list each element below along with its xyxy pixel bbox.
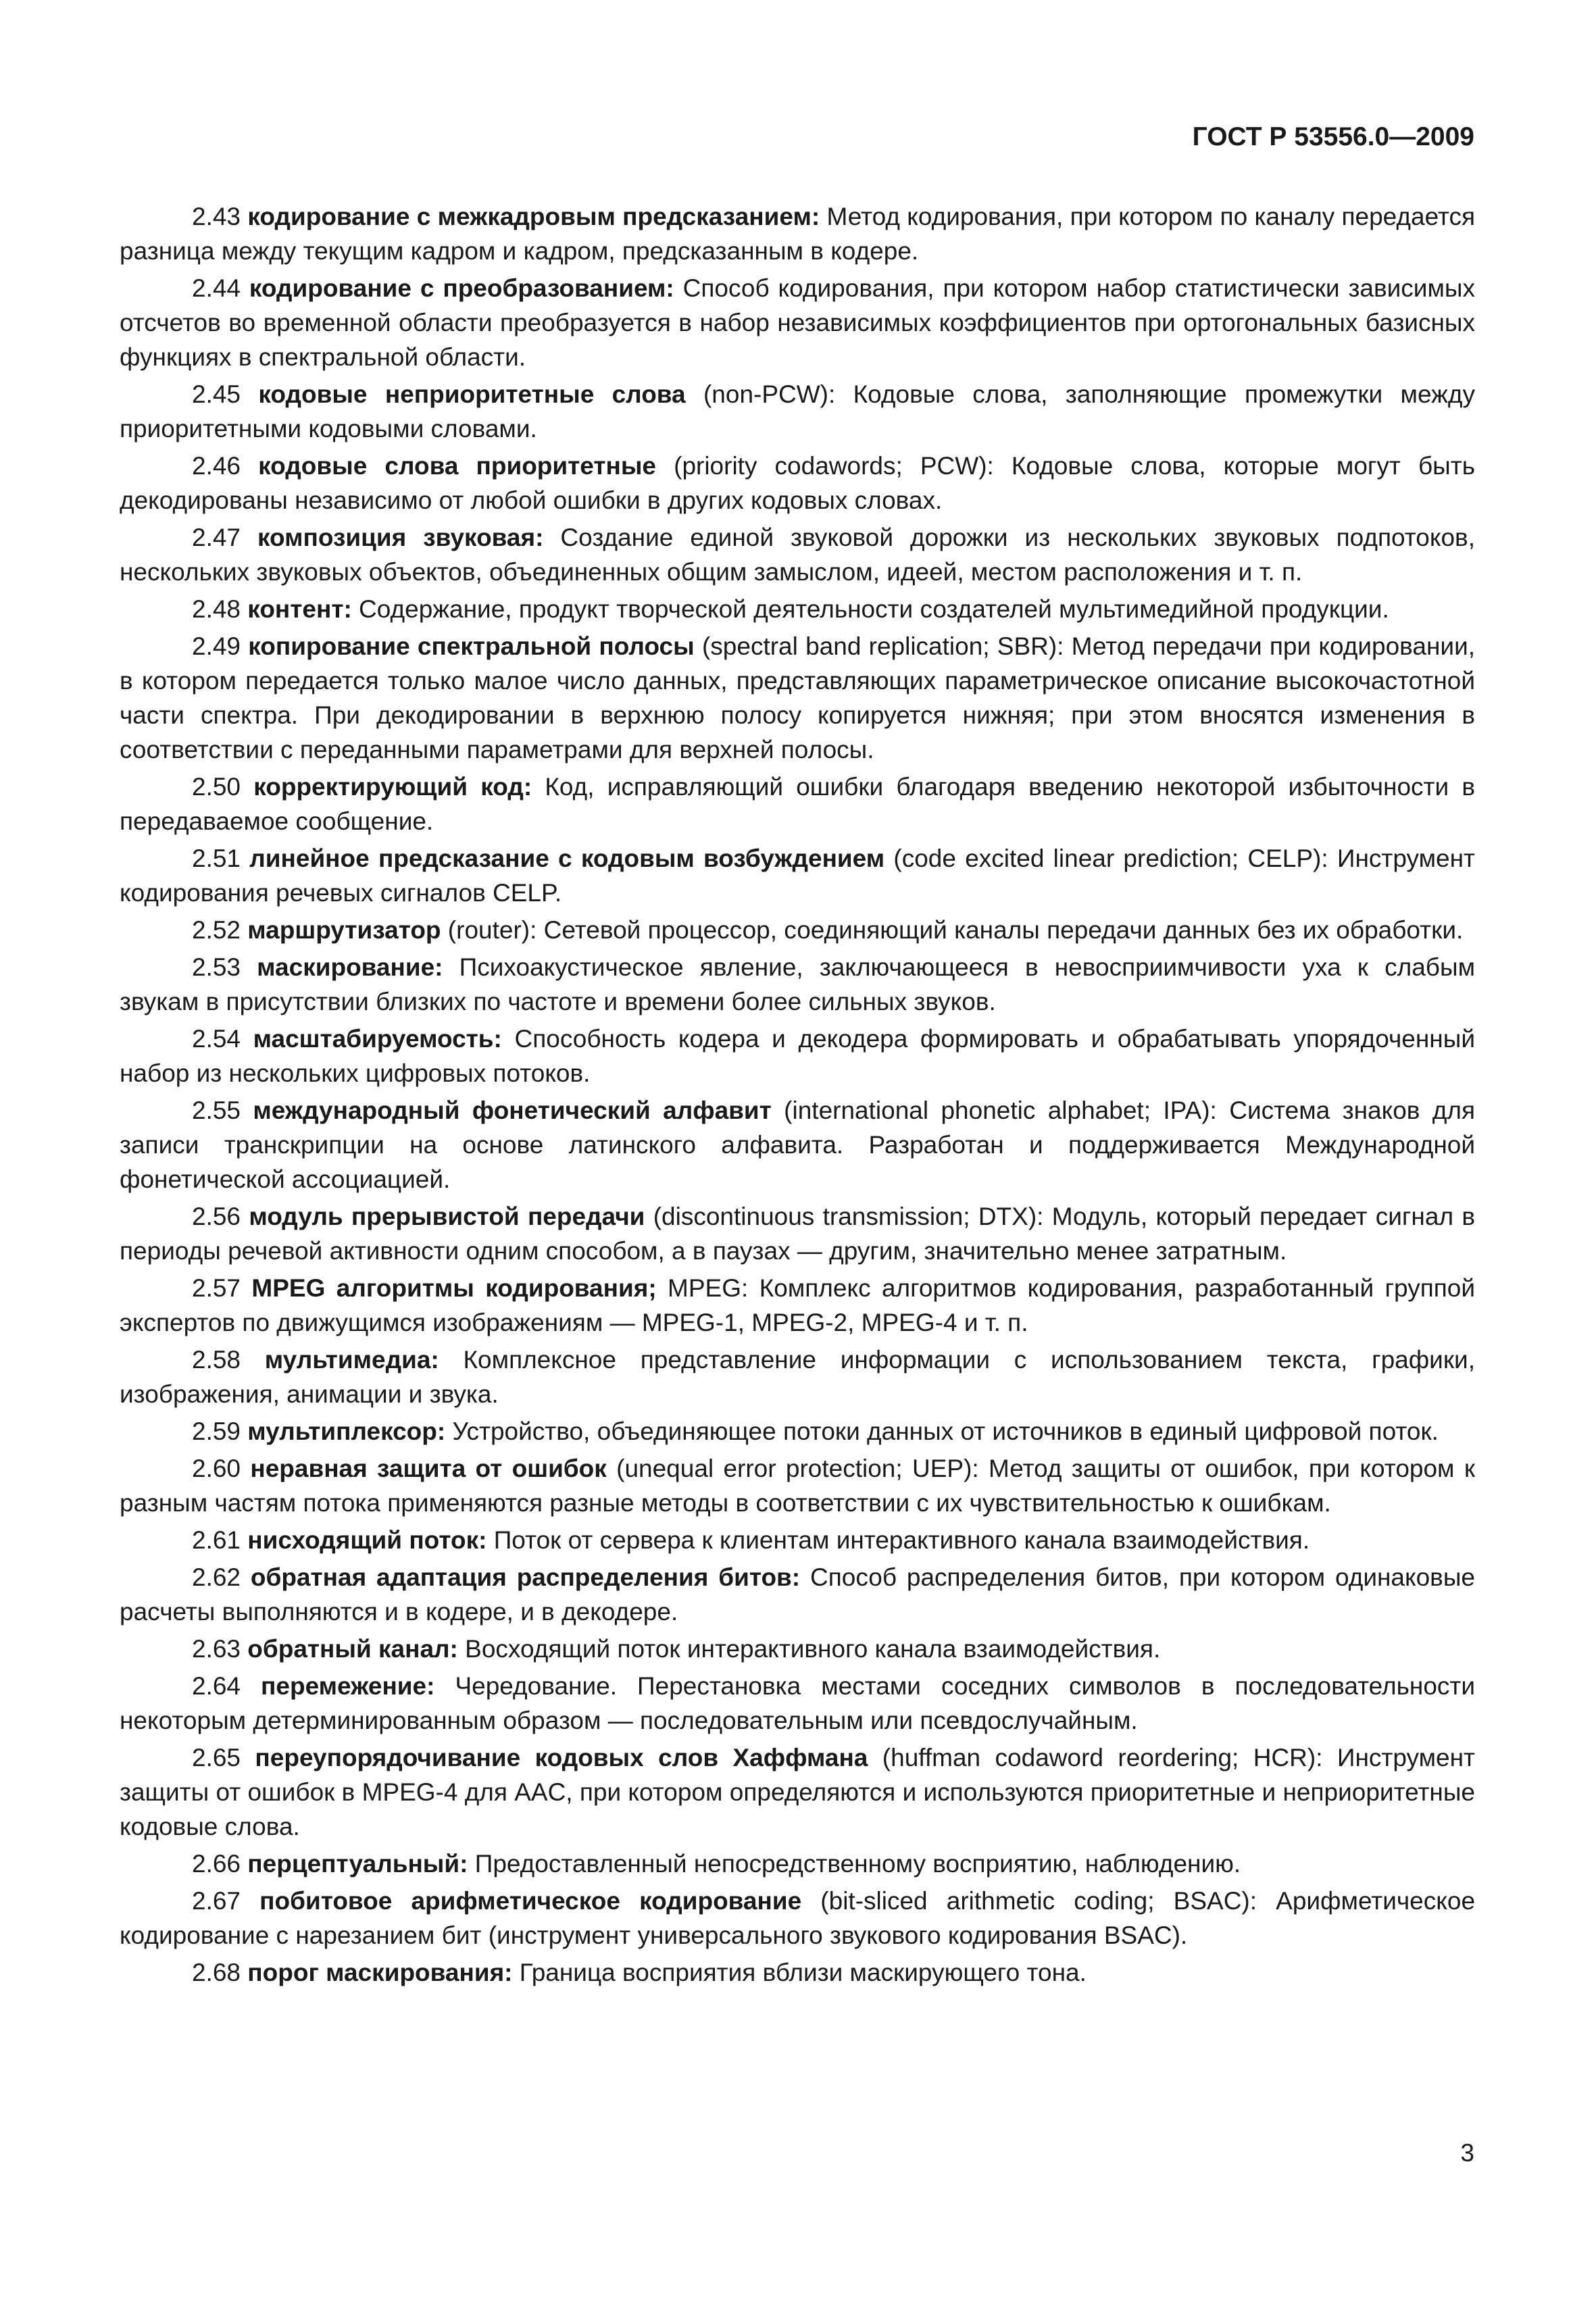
- term-number: 2.57: [192, 1274, 241, 1302]
- term-name: масштабируемость:: [253, 1025, 502, 1053]
- page-number: 3: [1460, 2139, 1474, 2167]
- term-name: контент:: [247, 595, 352, 623]
- term-name: кодирование с преобразованием:: [249, 274, 674, 302]
- term-entry: [120, 199, 1475, 268]
- term-number: 2.60: [192, 1455, 241, 1482]
- term-number: 2.55: [192, 1097, 241, 1124]
- term-definition: (non-PCW): Кодовые слова, заполняющие промежутки между приоритетными кодовыми словами.: [120, 380, 1475, 443]
- term-entry: [120, 1414, 1475, 1449]
- term-number: 2.64: [192, 1672, 241, 1700]
- term-name: обратный канал:: [247, 1635, 458, 1663]
- term-number: 2.52: [192, 916, 241, 944]
- term-name: неравная защита от ошибок: [250, 1455, 607, 1482]
- term-entry: [120, 1093, 1475, 1197]
- term-name: корректирующий код:: [253, 773, 532, 801]
- term-name: обратная адаптация распределения битов:: [250, 1563, 801, 1591]
- term-entry: [120, 1884, 1475, 1953]
- term-name: переупорядочивание кодовых слов Хаффмана: [255, 1744, 868, 1771]
- term-name: кодовые неприоритетные слова: [258, 380, 686, 408]
- term-name: кодирование с межкадровым предсказанием:: [247, 203, 820, 230]
- term-entry: [120, 1451, 1475, 1520]
- term-entry: [120, 913, 1475, 947]
- term-definition: Способ распределения битов, при котором одинаковые расчеты выполняются и в кодере, и в декодере.: [120, 1563, 1476, 1626]
- term-definition: Предоставленный непосредственному восприятию, наблюдению.: [468, 1850, 1241, 1878]
- term-definition: Код, исправляющий ошибки благодаря введению некоторой избыточности в передаваемое сообщение.: [120, 773, 1476, 835]
- term-entry: [120, 629, 1475, 767]
- term-definition: Комплексное представление информации с использованием текста, графики, изображения, анимации и звука.: [120, 1346, 1475, 1408]
- term-entry: [120, 770, 1475, 838]
- term-definition: Психоакустическое явление, заключающееся в невосприимчивости уха к слабым звукам в присутствии близких по частоте и времени более сильных звуков.: [120, 953, 1476, 1015]
- term-definition: (huffman codaword reordering; HCR): Инструмент защиты от ошибок в MPEG-4 для AAC, при котором определяются и используются приоритетные и неприоритетные кодовые слова.: [120, 1744, 1475, 1840]
- term-entry: [120, 1740, 1475, 1844]
- term-definition: Граница восприятия вблизи маскирующего тона.: [512, 1959, 1087, 1986]
- term-name: копирование спектральной полосы: [248, 632, 695, 660]
- term-number: 2.48: [192, 595, 241, 623]
- term-number: 2.50: [192, 773, 241, 801]
- term-number: 2.62: [192, 1563, 241, 1591]
- term-entry: [120, 520, 1475, 589]
- term-name: модуль прерывистой передачи: [249, 1203, 645, 1230]
- term-number: 2.67: [192, 1887, 241, 1915]
- term-number: 2.49: [192, 632, 241, 660]
- term-entry: [120, 377, 1475, 446]
- term-entry: [120, 449, 1475, 518]
- term-entry: [120, 1669, 1475, 1738]
- term-definition: (code excited linear prediction; CELP): Инструмент кодирования речевых сигналов CELP.: [120, 845, 1476, 907]
- term-definition: Создание единой звуковой дорожки из нескольких звуковых подпотоков, нескольких звуковых объектов, объединенных общим замыслом, идеей, местом расположения и т. п.: [120, 524, 1475, 586]
- term-definition: (international phonetic alphabet; IPA): Система знаков для записи транскрипции на основе латинского алфавита. Разработан и поддерживается Международной фонетической ассоциацией.: [120, 1097, 1476, 1193]
- term-entry: [120, 1523, 1475, 1557]
- term-entry: [120, 841, 1475, 910]
- terms-list: [120, 199, 1475, 1992]
- term-entry: [120, 592, 1475, 626]
- term-name: линейное предсказание с кодовым возбуждением: [249, 845, 885, 872]
- term-name: мультимедиа:: [264, 1346, 439, 1374]
- term-definition: (router): Сетевой процессор, соединяющий каналы передачи данных без их обработки.: [441, 916, 1464, 944]
- term-entry: [120, 1022, 1475, 1090]
- term-definition: MPEG: Комплекс алгоритмов кодирования, разработанный группой экспертов по движущимся изображениям — MPEG-1, MPEG-2, MPEG-4 и т. п.: [120, 1274, 1476, 1336]
- term-definition: (priority codawords; PCW): Кодовые слова, которые могут быть декодированы независимо от любой ошибки в других кодовых словах.: [120, 452, 1475, 514]
- term-name: MPEG алгоритмы кодирования;: [251, 1274, 657, 1302]
- term-number: 2.65: [192, 1744, 241, 1771]
- term-definition: Способность кодера и декодера формировать и обрабатывать упорядоченный набор из нескольких цифровых потоков.: [120, 1025, 1475, 1087]
- term-entry: [120, 1199, 1475, 1268]
- term-number: 2.66: [192, 1850, 241, 1878]
- term-entry: [120, 1271, 1475, 1340]
- term-definition: Метод кодирования, при котором по каналу передается разница между текущим кадром и кадром, предсказанным в кодере.: [120, 203, 1476, 265]
- term-entry: [120, 1846, 1475, 1881]
- term-definition: Восходящий поток интерактивного канала взаимодействия.: [457, 1635, 1161, 1663]
- term-name: нисходящий поток:: [247, 1526, 487, 1554]
- term-number: 2.51: [192, 845, 241, 872]
- term-entry: [120, 1342, 1475, 1411]
- term-name: кодовые слова приоритетные: [258, 452, 657, 480]
- term-entry: [120, 1955, 1475, 1990]
- term-number: 2.43: [192, 203, 241, 230]
- term-name: международный фонетический алфавит: [253, 1097, 772, 1124]
- term-name: мультиплексор:: [247, 1417, 446, 1445]
- term-name: маршрутизатор: [247, 916, 441, 944]
- term-name: маскирование:: [257, 953, 443, 981]
- term-entry: [120, 1632, 1475, 1666]
- term-number: 2.63: [192, 1635, 241, 1663]
- term-name: перемежение:: [261, 1672, 435, 1700]
- term-definition: Устройство, объединяющее потоки данных от источников в единый цифровой поток.: [445, 1417, 1439, 1445]
- term-name: перцептуальный:: [247, 1850, 468, 1878]
- term-name: порог маскирования:: [247, 1959, 513, 1986]
- term-entry: [120, 950, 1475, 1019]
- term-name: побитовое арифметическое кодирование: [259, 1887, 802, 1915]
- term-number: 2.47: [192, 524, 241, 551]
- term-name: композиция звуковая:: [257, 524, 544, 551]
- term-number: 2.54: [192, 1025, 241, 1053]
- term-number: 2.59: [192, 1417, 241, 1445]
- term-definition: Поток от сервера к клиентам интерактивного канала взаимодействия.: [487, 1526, 1310, 1554]
- standard-header: ГОСТ Р 53556.0—2009: [1192, 122, 1474, 151]
- term-number: 2.46: [192, 452, 241, 480]
- term-number: 2.45: [192, 380, 241, 408]
- term-number: 2.53: [192, 953, 241, 981]
- term-number: 2.44: [192, 274, 241, 302]
- term-definition: (bit-sliced arithmetic coding; BSAC): Арифметическое кодирование с нарезанием бит (инструмент универсального звукового кодирования BSAC).: [120, 1887, 1476, 1949]
- term-number: 2.58: [192, 1346, 241, 1374]
- term-number: 2.61: [192, 1526, 241, 1554]
- term-definition: Чередование. Перестановка местами соседних символов в последовательности некоторым детерминированным образом — последовательным или псевдослучайным.: [120, 1672, 1476, 1734]
- term-entry: [120, 271, 1475, 374]
- term-definition: Содержание, продукт творческой деятельности создателей мультимедийной продукции.: [351, 595, 1389, 623]
- term-definition: Способ кодирования, при котором набор статистически зависимых отсчетов во временной области преобразуется в набор независимых коэффициентов при ортогональных базисных функциях в спектральной области.: [120, 274, 1476, 371]
- term-definition: (discontinuous transmission; DTX): Модуль, который передает сигнал в периоды речевой активности одним способом, а в паузах — другим, значительно менее затратным.: [120, 1203, 1475, 1265]
- term-definition: (unequal error protection; UEP): Метод защиты от ошибок, при котором к разным частям потока применяются разные методы в соответствии с их чувствительностью к ошибкам.: [120, 1455, 1476, 1517]
- term-definition: (spectral band replication; SBR): Метод передачи при кодировании, в котором передается только малое число данных, представляющих параметрическое описание высокочастотной части спектра. При декодировании в верхнюю полосу копируется нижняя; при этом вносятся изменения в соответствии с переданными параметрами для верхней полосы.: [120, 632, 1476, 763]
- term-number: 2.56: [192, 1203, 241, 1230]
- term-entry: [120, 1560, 1475, 1629]
- term-number: 2.68: [192, 1959, 241, 1986]
